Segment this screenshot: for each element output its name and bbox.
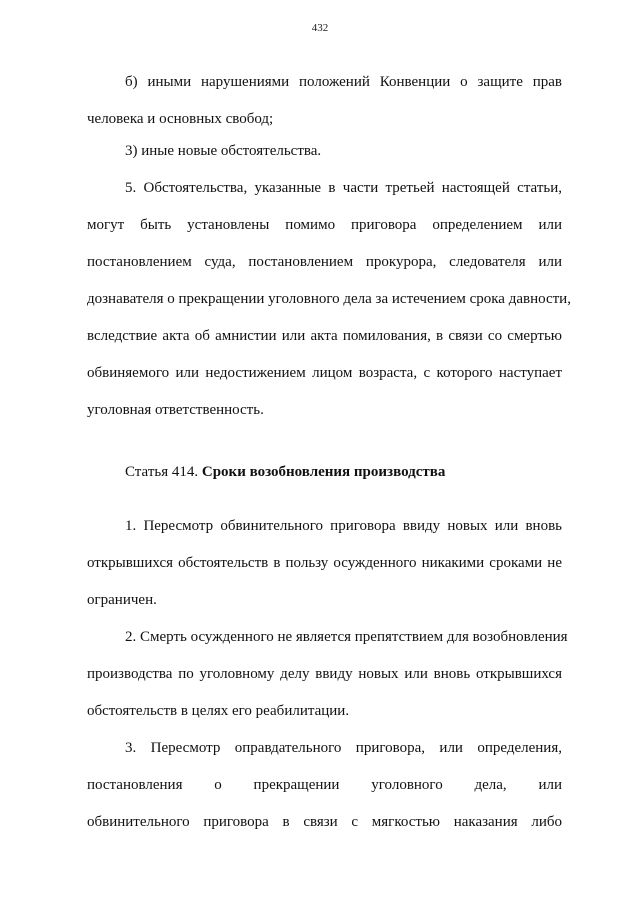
text-line: б) иными нарушениями положений Конвенции о защите прав: [125, 74, 562, 90]
article-title: Сроки возобновления производства: [201, 464, 446, 480]
paragraph-414-2: [87, 619, 568, 730]
text-line: открывшихся обстоятельств в пользу осужденного никакими сроками не: [87, 555, 562, 571]
text-line: могут быть установлены помимо приговора определением или: [87, 217, 562, 233]
text-line: 3) иные новые обстоятельства.: [125, 143, 322, 159]
heading-line: [87, 454, 562, 491]
paragraph-5: [87, 170, 571, 429]
text-line: постановления о прекращении уголовного дела, или: [87, 777, 562, 793]
text-line: 2. Смерть осужденного не является препятствием для возобновления: [125, 629, 568, 645]
text-line: постановлением суда, постановлением прокурора, следователя или: [87, 254, 562, 270]
text-line: 5. Обстоятельства, указанные в части третьей настоящей статьи,: [125, 180, 562, 196]
text-line: человека и основных свобод;: [87, 111, 274, 127]
text-line: обвинительного приговора в связи с мягкостью наказания либо: [87, 814, 562, 830]
text-line: производства по уголовному делу ввиду новых или вновь открывшихся: [87, 666, 562, 682]
text-line: 1. Пересмотр обвинительного приговора ввиду новых или вновь: [125, 518, 562, 534]
text-line: ограничен.: [87, 592, 157, 608]
page-number: 432: [311, 22, 329, 34]
list-item-b: [87, 64, 562, 138]
paragraph-414-1: [87, 508, 562, 619]
text-line: уголовная ответственность.: [87, 402, 264, 418]
article-number: Статья 414.: [125, 464, 199, 480]
text-line: дознавателя о прекращении уголовного дела за истечением срока давности,: [87, 291, 571, 307]
text-line: обстоятельств в целях его реабилитации.: [87, 703, 350, 719]
article-heading: [87, 454, 562, 491]
text-line: 3. Пересмотр оправдательного приговора, или определения,: [125, 740, 562, 756]
text-line: обвиняемого или недостижением лицом возраста, с которого наступает: [87, 365, 562, 381]
paragraph-414-3: [87, 730, 562, 841]
text-line: вследствие акта об амнистии или акта помилования, в связи со смертью: [87, 328, 562, 344]
list-item-3: [87, 133, 562, 170]
